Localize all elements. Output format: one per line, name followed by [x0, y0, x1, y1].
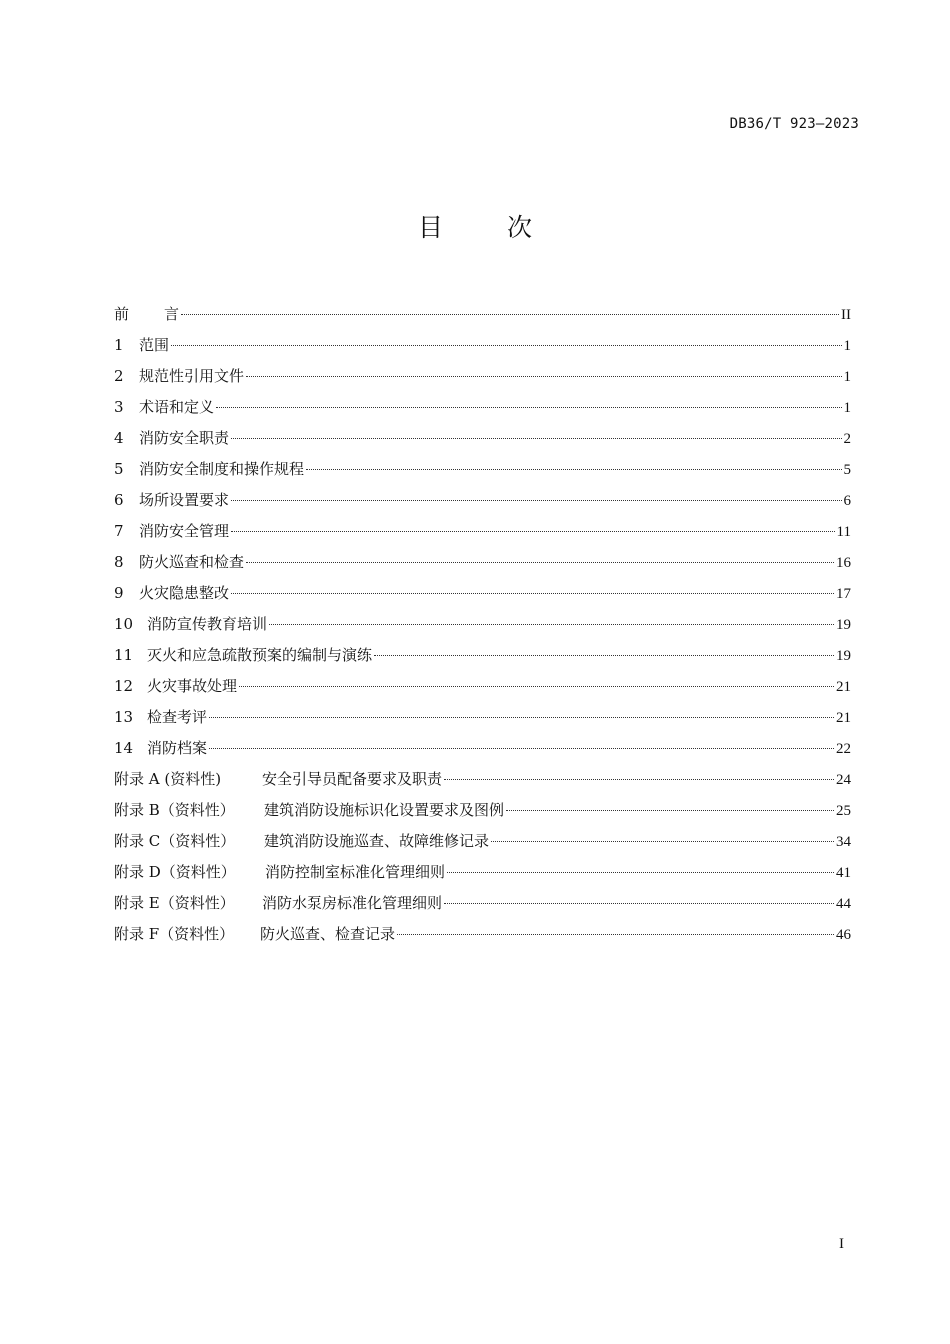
toc-entry-page: 1: [843, 369, 851, 385]
dot-leader: [231, 500, 841, 501]
toc-entry-appendix[interactable]: [114, 768, 851, 799]
toc-entry-page: 34: [836, 834, 851, 850]
toc-entry[interactable]: [114, 551, 851, 582]
toc-entry-page: 19: [836, 648, 851, 664]
dot-leader: [216, 407, 841, 408]
toc-entry-number: 附录 A (资料性): [114, 770, 222, 788]
dot-leader: [444, 779, 834, 780]
toc-entry-number: 11: [114, 646, 134, 664]
toc-entry-appendix[interactable]: [114, 892, 851, 923]
toc-entry-number: 6: [114, 491, 124, 509]
toc-entry-page: 25: [836, 803, 851, 819]
standard-code: DB36/T 923—2023: [729, 116, 859, 132]
toc-entry-title: 消防安全职责: [139, 429, 230, 447]
toc-entry-page: 44: [836, 896, 851, 912]
toc-entry-number: 8: [114, 553, 124, 571]
dot-leader: [231, 531, 835, 532]
dot-leader: [171, 345, 841, 346]
toc-entry-title: 安全引导员配备要求及职责: [262, 770, 443, 788]
toc-entry-title: 灭火和应急疏散预案的编制与演练: [147, 646, 373, 664]
toc-entry-title: 火灾事故处理: [147, 677, 238, 695]
dot-leader: [246, 376, 841, 377]
toc-entry-number: 1: [114, 336, 124, 354]
toc-entry[interactable]: [114, 427, 851, 458]
toc-entry[interactable]: [114, 613, 851, 644]
dot-leader: [447, 872, 834, 873]
dot-leader: [209, 717, 834, 718]
toc-entry-page: 46: [836, 927, 851, 943]
toc-entry-title: 术语和定义: [139, 398, 215, 416]
toc-entry-number: 附录 C（资料性）: [114, 832, 236, 850]
toc-entry-page: 2: [843, 431, 851, 447]
toc-entry-appendix[interactable]: [114, 861, 851, 892]
toc-entry-page: 21: [836, 679, 851, 695]
toc-entry-title: 场所设置要求: [139, 491, 230, 509]
toc-entry[interactable]: [114, 582, 851, 613]
toc-entry-page: 6: [843, 493, 851, 509]
toc-entry[interactable]: [114, 706, 851, 737]
dot-leader: [231, 438, 841, 439]
dot-leader: [239, 686, 834, 687]
toc-entry-number: 3: [114, 398, 124, 416]
dot-leader: [397, 934, 834, 935]
toc-entry-page: 19: [836, 617, 851, 633]
dot-leader: [491, 841, 834, 842]
toc-entry[interactable]: [114, 458, 851, 489]
toc-entry-page: 1: [843, 400, 851, 416]
dot-leader: [444, 903, 834, 904]
toc-entry-number: 13: [114, 708, 134, 726]
toc-entry-page: 17: [836, 586, 851, 602]
dot-leader: [181, 314, 839, 315]
toc-entry-appendix[interactable]: [114, 799, 851, 830]
toc-entry-number: 附录 B（资料性）: [114, 801, 235, 819]
toc-entry-number: 10: [114, 615, 134, 633]
toc-entry-page: 1: [843, 338, 851, 354]
toc-entry-page: 41: [836, 865, 851, 881]
toc-entry-title: 建筑消防设施巡查、故障维修记录: [264, 832, 490, 850]
toc-entry[interactable]: [114, 334, 851, 365]
toc-entry-number: 4: [114, 429, 124, 447]
toc-entry-page: II: [841, 307, 851, 323]
toc-entry-title: 范围: [139, 336, 170, 354]
toc-entry-title: 消防档案: [147, 739, 208, 757]
dot-leader: [506, 810, 834, 811]
toc-entry-number: 2: [114, 367, 124, 385]
toc-entry-title: 检查考评: [147, 708, 208, 726]
toc-entry-page: 11: [836, 524, 851, 540]
toc-entry-number: 7: [114, 522, 124, 540]
toc-entry-page: 24: [836, 772, 851, 788]
toc-entry-appendix[interactable]: [114, 923, 851, 954]
toc-entry-title: 消防安全制度和操作规程: [139, 460, 305, 478]
toc-entry-number: 附录 E（资料性）: [114, 894, 235, 912]
dot-leader: [246, 562, 834, 563]
toc-entry-number: 9: [114, 584, 124, 602]
toc-entry-title: 防火巡查和检查: [139, 553, 245, 571]
dot-leader: [374, 655, 834, 656]
toc-entry-title: 消防水泵房标准化管理细则: [262, 894, 443, 912]
toc-entry-appendix[interactable]: [114, 830, 851, 861]
toc-entry-title: 言: [164, 305, 180, 323]
dot-leader: [306, 469, 841, 470]
toc-entry-title: 建筑消防设施标识化设置要求及图例: [264, 801, 505, 819]
toc-entry-page: 5: [843, 462, 851, 478]
dot-leader: [209, 748, 834, 749]
toc-entry-number: 前: [114, 305, 130, 323]
toc-entry-number: 5: [114, 460, 124, 478]
toc-entry[interactable]: [114, 520, 851, 551]
toc-entry-number: 附录 F（资料性）: [114, 925, 235, 943]
toc-entry[interactable]: [114, 644, 851, 675]
toc-entry-title: 消防安全管理: [139, 522, 230, 540]
toc-entry[interactable]: [114, 396, 851, 427]
toc-entry-title: 规范性引用文件: [139, 367, 245, 385]
toc-entry-page: 21: [836, 710, 851, 726]
toc-entry-preface[interactable]: [114, 303, 851, 334]
toc-entry[interactable]: [114, 737, 851, 768]
dot-leader: [231, 593, 834, 594]
table-of-contents: [114, 303, 851, 954]
toc-entry[interactable]: [114, 365, 851, 396]
dot-leader: [269, 624, 834, 625]
toc-entry[interactable]: [114, 489, 851, 520]
page-number: I: [839, 1236, 844, 1252]
toc-entry-number: 附录 D（资料性）: [114, 863, 236, 881]
toc-entry-title: 火灾隐患整改: [139, 584, 230, 602]
toc-entry-title: 消防宣传教育培训: [147, 615, 268, 633]
toc-entry-page: 16: [836, 555, 851, 571]
toc-entry-number: 14: [114, 739, 134, 757]
page-title: 目 次: [418, 213, 560, 242]
toc-entry-title: 防火巡查、检查记录: [260, 925, 396, 943]
toc-entry-number: 12: [114, 677, 134, 695]
toc-entry-page: 22: [836, 741, 851, 757]
toc-entry-title: 消防控制室标准化管理细则: [265, 863, 446, 881]
toc-entry[interactable]: [114, 675, 851, 706]
